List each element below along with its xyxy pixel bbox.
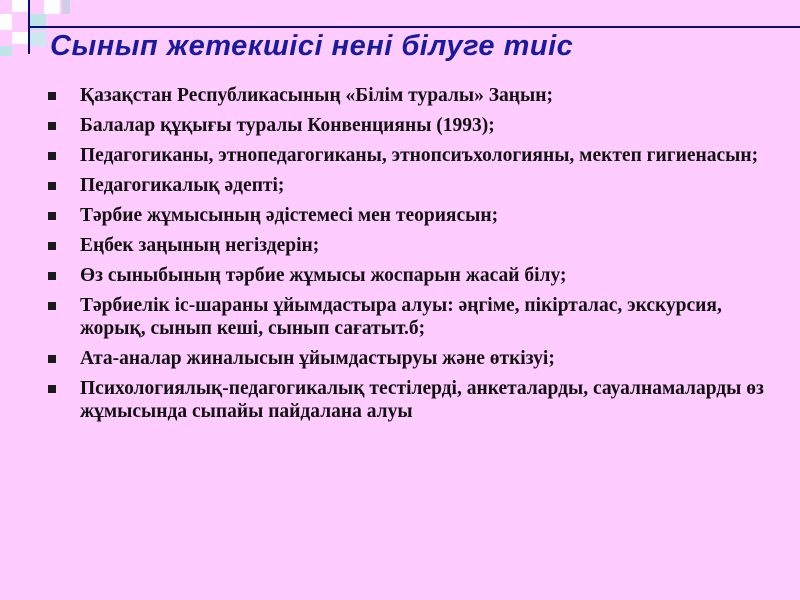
- square-bullet-icon: [48, 272, 56, 280]
- list-item: [48, 264, 768, 287]
- list-item-text: Балалар құқығы туралы Конвенцияны (1993);: [80, 115, 495, 136]
- bullet-list: [48, 84, 768, 430]
- slide-title: Сынып жетекшісі нені білуге тиіс: [50, 30, 574, 62]
- decor-square: [12, 0, 28, 12]
- list-item: [48, 377, 768, 423]
- list-item: [48, 204, 768, 227]
- list-item: [48, 294, 768, 340]
- decor-square: [12, 32, 28, 44]
- decor-square: [62, 0, 70, 14]
- square-bullet-icon: [48, 385, 56, 393]
- decor-square: [0, 14, 12, 30]
- list-item-text: Тәрбие жұмысының әдістемесі мен теориясын;: [80, 205, 499, 226]
- list-item-text: Еңбек заңының негіздерін;: [80, 235, 320, 256]
- title-rule-vertical: [28, 0, 30, 54]
- decor-square: [0, 46, 12, 56]
- square-bullet-icon: [48, 212, 56, 220]
- list-item-text: Психологиялық-педагогикалық тестілерді, анкеталарды, сауалнамаларды өз жұмысында сыпайы пайдалана алуы: [80, 378, 764, 422]
- list-item-text: Педагогиканы, этнопедагогиканы, этнопсиъхологияны, мектеп гигиенасын;: [80, 145, 759, 166]
- square-bullet-icon: [48, 182, 56, 190]
- square-bullet-icon: [48, 242, 56, 250]
- list-item: [48, 234, 768, 257]
- list-item-text: Ата-аналар жиналысын ұйымдастыруы және өткізуі;: [80, 348, 555, 369]
- list-item: [48, 174, 768, 197]
- square-bullet-icon: [48, 92, 56, 100]
- decor-square: [44, 0, 60, 14]
- title-rule-horizontal: [28, 26, 800, 28]
- square-bullet-icon: [48, 122, 56, 130]
- list-item-text: Педагогикалық әдепті;: [80, 175, 285, 196]
- square-bullet-icon: [48, 355, 56, 363]
- square-bullet-icon: [48, 152, 56, 160]
- list-item: [48, 144, 768, 167]
- list-item-text: Тәрбиелік іс-шараны ұйымдастыра алуы: әңгіме, пікірталас, экскурсия, жорық, сынып кеші, сынып сағатыт.б;: [80, 295, 722, 339]
- list-item: [48, 114, 768, 137]
- square-bullet-icon: [48, 302, 56, 310]
- list-item-text: Қазақстан Республикасының «Білім туралы» Заңын;: [80, 85, 553, 106]
- list-item: [48, 84, 768, 107]
- list-item: [48, 347, 768, 370]
- decor-square: [30, 32, 46, 46]
- list-item-text: Өз сыныбының тәрбие жұмысы жоспарын жасай білу;: [80, 265, 567, 286]
